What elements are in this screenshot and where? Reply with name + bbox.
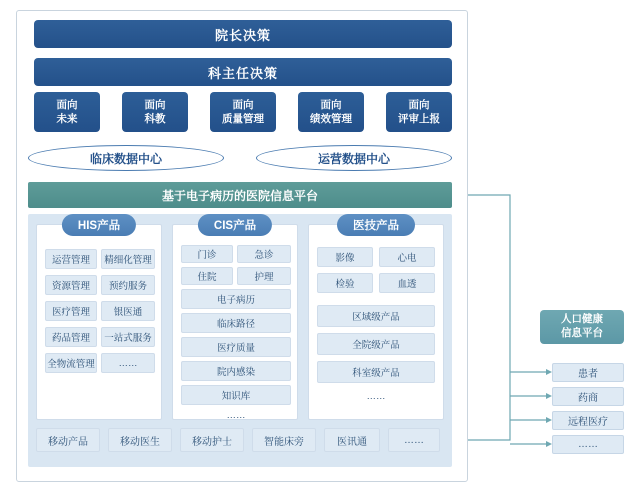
cell-med-top-3[interactable]: 血透 [379, 273, 435, 293]
facing-box-performance-line1: 面向 [320, 98, 342, 111]
cell-med-top-1[interactable]: 心电 [379, 247, 435, 267]
product-area [28, 214, 452, 467]
facing-box-future[interactable] [34, 92, 100, 132]
cell-med-top-2[interactable]: 检验 [317, 273, 373, 293]
cell-med-full-2[interactable]: 科室级产品 [317, 361, 435, 383]
bar-department-head-decision [34, 58, 452, 86]
cell-cis-full-2[interactable]: 医疗质量 [181, 337, 291, 357]
pop-item-telemedicine[interactable]: 远程医疗 [552, 411, 624, 430]
cell-cis-full-1[interactable]: 临床路径 [181, 313, 291, 333]
ellipse-clinical-data-center[interactable] [28, 145, 224, 171]
population-health-platform[interactable] [540, 310, 624, 344]
column-medical-tech-title: 医技产品 [337, 214, 415, 236]
column-his-products [36, 220, 162, 420]
bar-director-decision [34, 20, 452, 48]
cell-his-3[interactable]: 预约服务 [101, 275, 155, 295]
cell-cis-full-0[interactable]: 电子病历 [181, 289, 291, 309]
mobile-cell-4[interactable]: 医讯通 [324, 428, 380, 452]
cell-cis-full-4[interactable]: 知识库 [181, 385, 291, 405]
facing-box-review-report[interactable] [386, 92, 452, 132]
pop-item-more[interactable]: …… [552, 435, 624, 454]
column-cis-title: CIS产品 [198, 214, 272, 236]
mobile-cell-0[interactable]: 移动产品 [36, 428, 100, 452]
cell-med-top-0[interactable]: 影像 [317, 247, 373, 267]
population-health-platform-line1: 人口健康 [561, 313, 603, 326]
facing-box-row [34, 92, 452, 132]
ellipse-operations-data-center-label: 运营数据中心 [317, 151, 390, 166]
cell-cis-full-3[interactable]: 院内感染 [181, 361, 291, 381]
cell-his-1[interactable]: 精细化管理 [101, 249, 155, 269]
cell-cis-full-5: …… [226, 409, 246, 421]
facing-box-performance-line2: 绩效管理 [310, 113, 352, 125]
mobile-cell-3[interactable]: 智能床旁 [252, 428, 316, 452]
cell-med-full-1[interactable]: 全院级产品 [317, 333, 435, 355]
cell-his-2[interactable]: 资源管理 [45, 275, 97, 295]
column-cis-products [172, 220, 298, 421]
facing-box-future-line2: 未来 [56, 113, 78, 125]
cell-med-full-0[interactable]: 区域级产品 [317, 305, 435, 327]
mobile-product-row [36, 428, 444, 452]
bar-emr-platform-label: 基于电子病历的医院信息平台 [161, 188, 318, 203]
ellipse-operations-data-center[interactable] [256, 145, 452, 171]
facing-box-education-line1: 面向 [144, 98, 166, 111]
cell-his-4[interactable]: 医疗管理 [45, 301, 97, 321]
bar-emr-platform [28, 182, 452, 208]
facing-box-review-report-line2: 评审上报 [398, 113, 440, 125]
cell-his-0[interactable]: 运营管理 [45, 249, 97, 269]
bar-director-decision-label: 院长决策 [214, 27, 271, 43]
facing-box-future-line1: 面向 [56, 98, 78, 111]
facing-box-quality[interactable] [210, 92, 276, 132]
pop-item-pharmacy[interactable]: 药商 [552, 387, 624, 406]
cell-his-7[interactable]: 一站式服务 [101, 327, 155, 347]
pop-item-patient[interactable]: 患者 [552, 363, 624, 382]
facing-box-review-report-line1: 面向 [408, 98, 430, 111]
cell-his-6[interactable]: 药品管理 [45, 327, 97, 347]
cell-cis-top-0[interactable]: 门诊 [181, 245, 233, 263]
facing-box-performance[interactable] [298, 92, 364, 132]
column-medical-tech-products [308, 220, 444, 420]
facing-box-education-line2: 科教 [144, 113, 166, 125]
facing-box-quality-line2: 质量管理 [222, 113, 264, 125]
cell-med-full-3: …… [366, 390, 386, 402]
cell-his-5[interactable]: 银医通 [101, 301, 155, 321]
ellipse-clinical-data-center-label: 临床数据中心 [89, 151, 162, 166]
cell-cis-top-1[interactable]: 急诊 [237, 245, 291, 263]
population-health-platform-line2: 信息平台 [561, 327, 603, 339]
mobile-cell-2[interactable]: 移动护士 [180, 428, 244, 452]
facing-box-education[interactable] [122, 92, 188, 132]
mobile-cell-5[interactable]: …… [388, 428, 440, 452]
cell-cis-top-3[interactable]: 护理 [237, 267, 291, 285]
column-his-title: HIS产品 [62, 214, 136, 236]
facing-box-quality-line1: 面向 [232, 98, 254, 111]
cell-cis-top-2[interactable]: 住院 [181, 267, 233, 285]
cell-his-8[interactable]: 全物流管理 [45, 353, 97, 373]
bar-department-head-decision-label: 科主任决策 [207, 65, 278, 81]
cell-his-9[interactable]: …… [101, 353, 155, 373]
mobile-cell-1[interactable]: 移动医生 [108, 428, 172, 452]
